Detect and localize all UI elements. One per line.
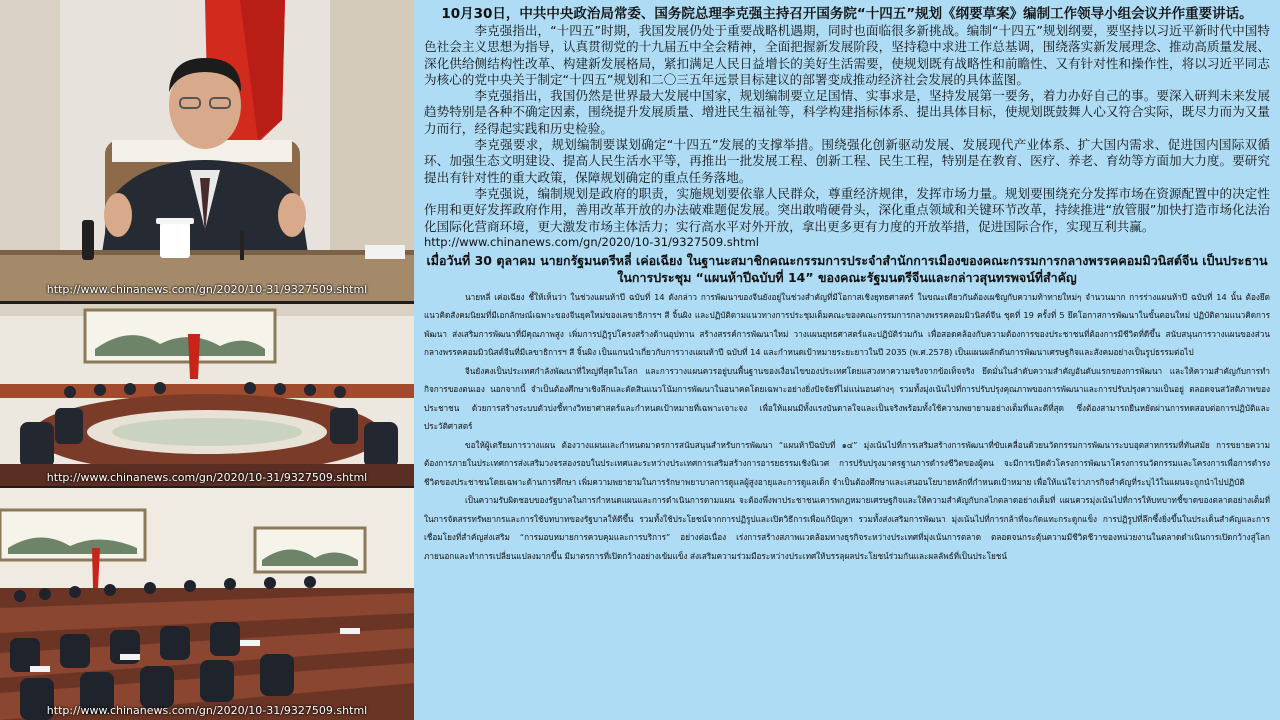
chinese-paragraph-1: 李克强指出，“十四五”时期，我国发展仍处于重要战略机遇期，同时也面临很多新挑战。编制“十四五”规划纲要，要坚持以习近平新时代中国特色社会主义思想为指导，认真贯彻党的十九届五中全会精神，全面把握新发展阶段，坚持稳中求进工作总基调，围绕落实新发展理念、推动高质量发展、深化供给侧结构性改革、构建新发展格局，紧扣满足人民日益增长的美好生活需要，使规划既有战略性和前瞻性、又有针对性和操作性，将以习近平同志为核心的党中央关于制定“十四五”规划和二〇三五年远景目标建议的部署变成推动经济社会发展的具体蓝图。 — [424, 23, 1270, 87]
thai-paragraph-4: เป็นความรับผิดชอบของรัฐบาลในการกำหนดแผนและการดำเนินการตามแผน จะต้องพึ่งพาประชาชนเคารพกฎหมายเศรษฐกิจและให้ความสำคัญกับกลไกตลาดอย่างเต็มที่ แผนควรมุ่งเน้นไปที่การให้บทบาทชี้ขาดของตลาดอย่างเต็มที่ในการจัดสรรทรัพยากรและการใช้บทบาทของรัฐบาลให้ดีขึ้น รวมทั้งใช้ประโยชน์จากการปฏิรูปและเปิดวิธีการเพื่อแก้ปัญหา รวมทั้งส่งเสริมการพัฒนา มุ่งเน้นไปที่การกล้าที่จะกัดแทะกระดูกแข็ง การปฏิรูปที่ลึกซึ้งยิ่งขึ้นในประเด็นสำคัญและการเชื่อมโยงที่สำคัญส่งเสริม “การมอบหมายการควบคุมและการบริการ” อย่างต่อเนื่อง เร่งการสร้างสภาพแวดล้อมทางธุรกิจระหว่างประเทศที่มุ่งเน้นการตลาด ตลอดจนกระตุ้นความมีชีวิตชีวาของหน่วยงานในตลาดดำเนินการเปิดกว้างสู่โลกภายนอกและทำการเปลี่ยนแปลงมากขึ้น มีมาตรการที่เปิดกว้างอย่างเข้มแข็ง ส่งเสริมความร่วมมือระหว่างประเทศให้บรรลุผลประโยชน์ร่วมกันและผลลัพธ์ที่เป็นประโยชน์ — [424, 495, 1270, 561]
article-panel — [414, 0, 1280, 720]
photo-meeting-hall — [0, 304, 414, 486]
chinese-paragraph-4: 李克强说，编制规划是政府的职责，实施规划要依靠人民群众，尊重经济规律，发挥市场力量。规划要围绕充分发挥市场在资源配置中的决定性作用和更好发挥政府作用，善用改革开放的办法破难题促发展。突出敢啃硬骨头，深化重点领域和关键环节改革，持续推进“放管服”加快打造市场化法治化国际化营商环境，更大激发市场主体活力；实行高水平对外开放，拿出更多更有力度的开放举措，促进国际合作，实现互利共赢。 — [424, 185, 1270, 234]
chinese-paragraph-2: 李克强指出，我国仍然是世界最大发展中国家，规划编制要立足国情、实事求是，坚持发展第一要务，着力办好自己的事。要深入研判未来发展趋势特别是各种不确定因素，围绕提升发展质量、增进民生福祉等，科学构建指标体系、提出具体目标，使规划既鼓舞人心又符合实际，既尽力而为又量力而行，经得起实践和历史检验。 — [424, 88, 1270, 136]
photo-speaker-illustration — [0, 0, 414, 301]
source-url[interactable]: http://www.chinanews.com/gn/2020/10-31/9327509.shtml — [424, 234, 759, 249]
thai-headline: เมื่อวันที่ 30 ตุลาคม นายกรัฐมนตรีหลี่ เค่อเฉียง ในฐานะสมาชิกคณะกรรมการประจำสำนักการเมืองของคณะกรรมการกลางพรรคคอมมิวนิสต์จีน เป็นประธานในการประชุม “แผนห้าปีฉบับที่ 14” ของคณะรัฐมนตรีจีนและกล่าวสุนทรพจน์ที่สำคัญ — [426, 252, 1268, 285]
thai-paragraph-3: ขอให้ผู้เตรียมการวางแผน ต้องวางแผนและกำหนดมาตรการสนับสนุนสำหรับการพัฒนา “แผนห้าปีฉบับที่ ๑๔” มุ่งเน้นไปที่การเสริมสร้างการพัฒนาที่ขับเคลื่อนด้วยนวัตกรรมการพัฒนาระบบอุตสาหกรรมที่ทันสมัย การขยายความต้องการภายในประเทศการส่งเสริมวงจรสองรอบในประเทศและระหว่างประเทศการเสริมสร้างการอารยธรรมเชิงนิเวศ การปรับปรุงมาตรฐานการดำรงชีวิตของผู้คน จะมีการเปิดตัวโครงการพัฒนาโครงการนวัตกรรมและโครงการเพื่อการดำรงชีวิตของประชาชนโดยเฉพาะด้านการศึกษา เพิ่มความพยายามในการรักษาพยาบาลการดูแลผู้สูงอายุและการดูแลเด็ก จำเป็นต้องศึกษาและเสนอนโยบายหลักที่กำหนดเป้าหมาย เพื่อให้แน่ใจว่าภารกิจสำคัญที่ระบุไว้ในแผนจะถูกนำไปปฏิบัติ — [424, 439, 1270, 487]
photo-meeting-wide-illustration — [0, 488, 414, 720]
photo-caption-3: http://www.chinanews.com/gn/2020/10-31/9327509.shtml — [46, 704, 368, 717]
chinese-headline: 10月30日，中共中央政治局常委、国务院总理李克强主持召开国务院“十四五”规划《纲要草案》编制工作领导小组会议并作重要讲话。 — [441, 6, 1253, 22]
photo-meeting-hall-illustration — [0, 304, 414, 486]
thai-paragraph-1: นายหลี่ เค่อเฉียง ชี้ให้เห็นว่า ในช่วงแผนห้าปี ฉบับที่ 14 ดังกล่าว การพัฒนาของจีนยังอยู่ในช่วงสำคัญที่มีโอกาสเชิงยุทธศาสตร์ ในขณะเดียวกันต้องเผชิญกับความท้าทายใหม่ๆ จำนวนมาก การร่างแผนห้าปี ฉบับที่ 14 นั้น ต้องยึดแนวคิดสังคมนิยมที่มีเอกลักษณ์เฉพาะของจีนยุคใหม่ของเลขาธิการฯ สี จิ้นผิง และปฏิบัติตามแนวทางการประชุมเต็มคณะของคณะกรรมการกลางพรรคคอมมิวนิสต์จีน ชุดที่ 19 ครั้งที่ 5 ยึดโอกาสการพัฒนาในขั้นตอนใหม่ ปฏิบัติตามแนวคิดการพัฒนา ส่งเสริมการพัฒนาที่มีคุณภาพสูง เพิ่มการปฏิรูปโครงสร้างด้านอุปทาน สร้างสรรค์การพัฒนาใหม่ วางแผนยุทธศาสตร์และปฏิบัติร่วมกัน เพื่อสอดคล้องกับความต้องการของประชาชนที่ต้องการมีชีวิตที่ดีขึ้น สนับสนุนการวางแผนของส่วนกลางพรรคคอมมิวนิสต์จีนที่มีเลขาธิการฯ สี จิ้นผิง เป็นแกนนำเกี่ยวกับการวางแผนห้าปี ฉบับที่ 14 และกำหนดเป้าหมายระยะยาวในปี 2035 (พ.ศ.2578) เป็นแผนผลักดันการพัฒนาเศรษฐกิจและสังคมอย่างเป็นรูปธรรมต่อไป — [424, 291, 1270, 358]
photo-caption-2: http://www.chinanews.com/gn/2020/10-31/9327509.shtml — [46, 471, 368, 484]
photo-speaker — [0, 0, 414, 301]
photo-column — [0, 0, 414, 720]
photo-meeting-wide — [0, 488, 414, 720]
thai-paragraph-2: จีนยังคงเป็นประเทศกำลังพัฒนาที่ใหญ่ที่สุดในโลก และการวางแผนควรอยู่บนพื้นฐานของเงื่อนไขของประเทศโดยแสวงหาความจริงจากข้อเท็จจริง ยึดมั่นในลำดับความสำคัญอันดับแรกของการพัฒนา และให้ความสำคัญกับการทำกิจการของตนเอง นอกจากนี้ จำเป็นต้องศึกษาเชิงลึกและตัดสินแนวโน้มการพัฒนาในอนาคตโดยเฉพาะอย่างยิ่งปัจจัยที่ไม่แน่นอนต่างๆ รวมทั้งมุ่งเน้นไปที่การปรับปรุงคุณภาพของการพัฒนาและการปรับปรุงความเป็นอยู่ ตลอดจนสวัสดิภาพของประชาชน ด้วยการสร้างระบบตัวบ่งชี้ทางวิทยาศาสตร์และกำหนดเป้าหมายที่เฉพาะเจาะจง เพื่อให้แผนมีทั้งแรงบันดาลใจและเป็นจริงพร้อมทั้งใช้ความพยายามอย่างเต็มที่และดีที่สุด ซึ่งต้องสามารถยืนหยัดผ่านการทดสอบต่อการปฏิบัติและประวัติศาสตร์ — [424, 365, 1270, 432]
photo-caption-1: http://www.chinanews.com/gn/2020/10-31/9327509.shtml — [46, 283, 368, 296]
chinese-paragraph-3: 李克强要求，规划编制要谋划确定“十四五”发展的支撑举措。围绕强化创新驱动发展、发展现代产业体系、扩大国内需求、促进国内国际双循环、加强生态文明建设、提高人民生活水平等，再推出一批发展工程、创新工程、民生工程，特别是在教育、医疗、养老、育幼等方面加大力度。要研究提出有针对性的重大政策，保障规划确定的重点任务落地。 — [424, 137, 1270, 185]
